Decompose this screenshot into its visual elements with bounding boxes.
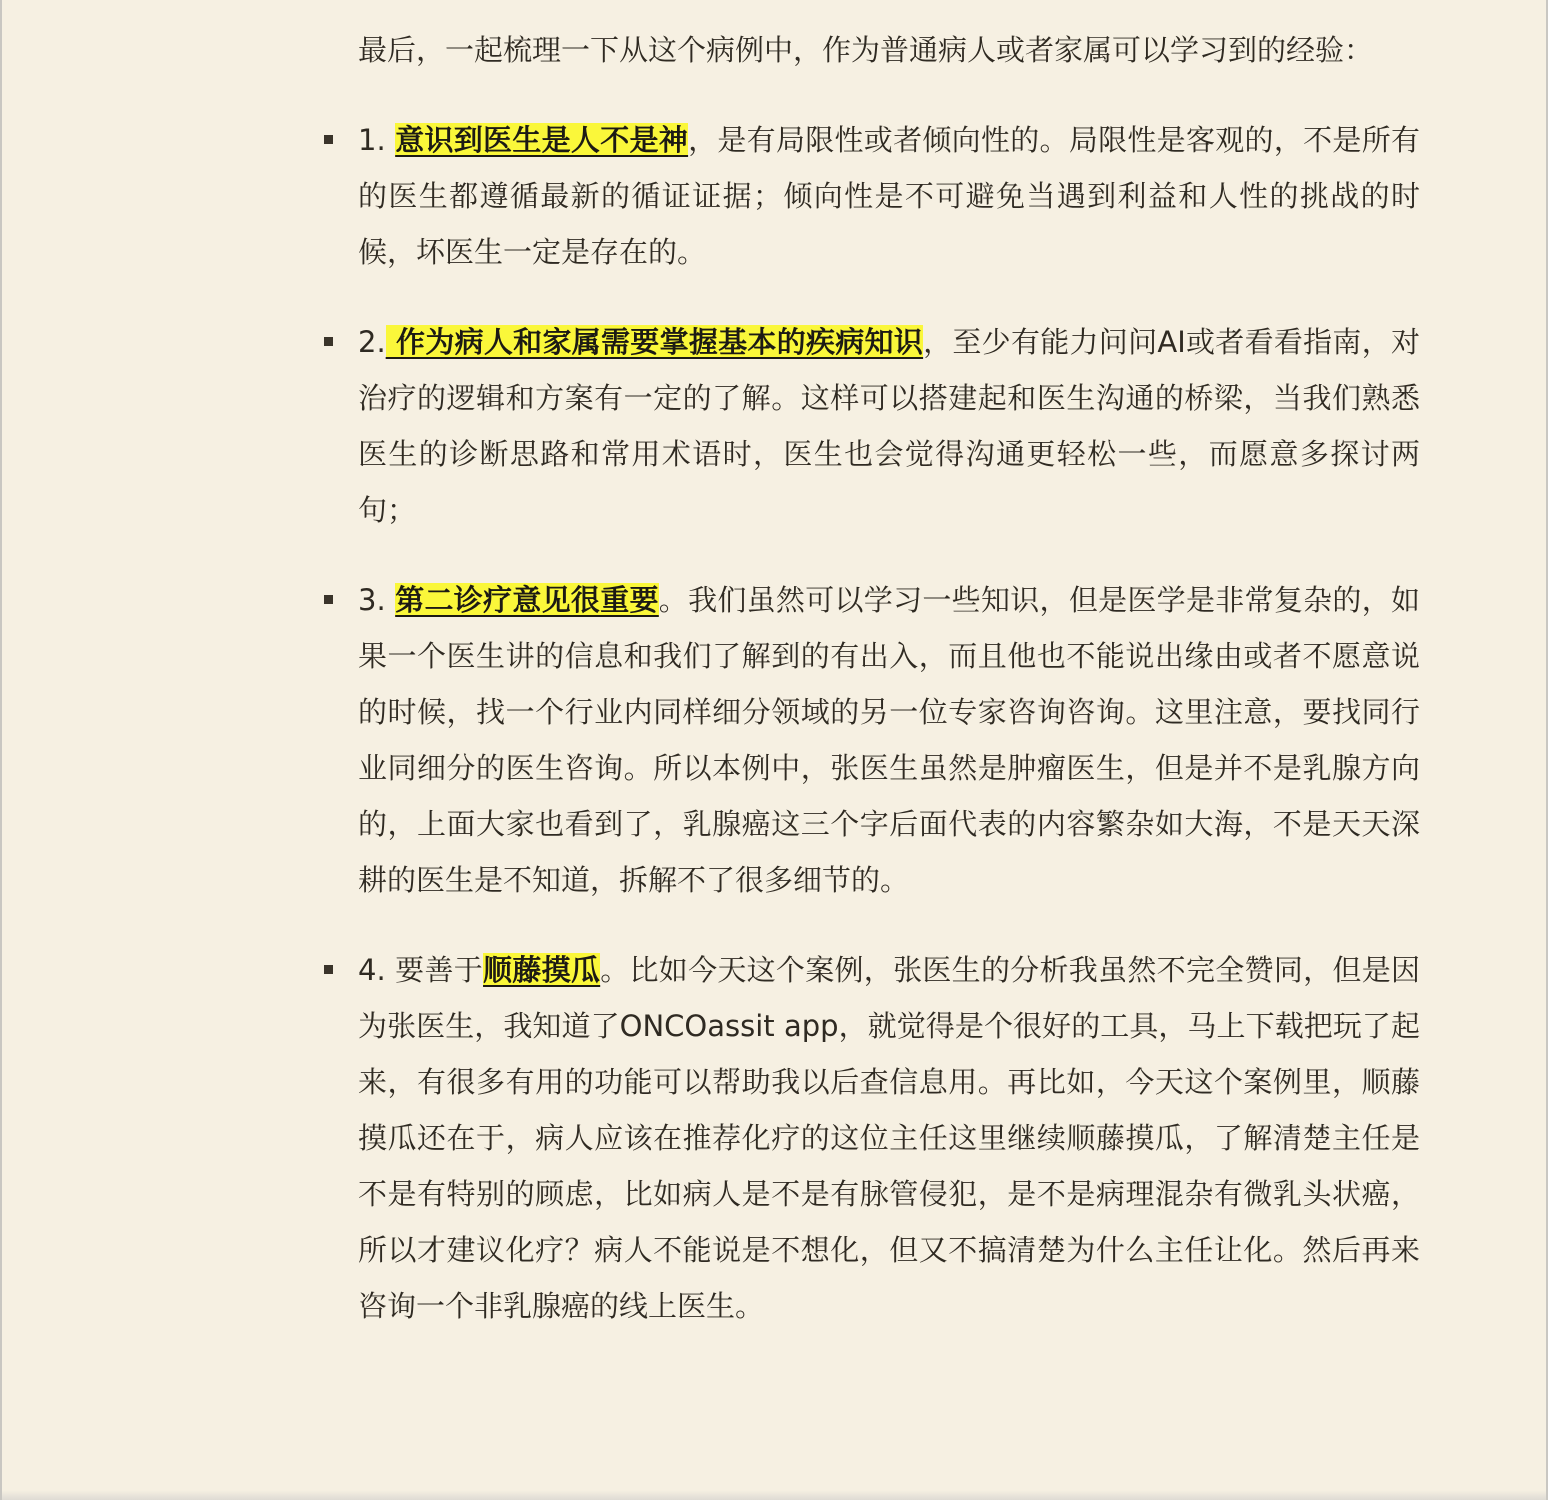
square-bullet-icon <box>324 135 333 144</box>
list-item <box>358 314 1420 538</box>
window-bottom-edge <box>2 1490 1546 1500</box>
item-text: 。比如今天这个案例，张医生的分析我虽然不完全赞同，但是因为张医生，我知道了ONCOassit app，就觉得是个很好的工具，马上下载把玩了起来，有很多有用的功能可以帮助我以后查信息用。再比如，今天这个案例里，顺藤摸瓜还在于，病人应该在推荐化疗的这位主任这里继续顺藤摸瓜，了解清楚主任是不是有特别的顾虑，比如病人是不是有脉管侵犯，是不是病理混杂有微乳头状癌，所以才建议化疗？病人不能说是不想化，但又不搞清楚为什么主任让化。然后再来咨询一个非乳腺癌的线上医生。 <box>358 953 1420 1323</box>
list-item <box>358 942 1420 1334</box>
item-number: 3. <box>358 583 396 617</box>
list-item <box>358 572 1420 908</box>
item-number: 1. <box>358 123 396 157</box>
item-text: ，至少有能力问问AI或者看看指南，对治疗的逻辑和方案有一定的了解。这样可以搭建起和医生沟通的桥梁，当我们熟悉医生的诊断思路和常用术语时，医生也会觉得沟通更轻松一些，而愿意多探讨两句； <box>358 325 1420 527</box>
square-bullet-icon <box>324 595 333 604</box>
square-bullet-icon <box>324 337 333 346</box>
highlighted-phrase: 第二诊疗意见很重要 <box>395 583 659 617</box>
item-text: 。我们虽然可以学习一些知识，但是医学是非常复杂的，如果一个医生讲的信息和我们了解到的有出入，而且他也不能说出缘由或者不愿意说的时候，找一个行业内同样细分领域的另一位专家咨询咨询。这里注意，要找同行业同细分的医生咨询。所以本例中，张医生虽然是肿瘤医生，但是并不是乳腺方向的，上面大家也看到了，乳腺癌这三个字后面代表的内容繁杂如大海，不是天天深耕的医生是不知道，拆解不了很多细节的。 <box>358 583 1420 897</box>
square-bullet-icon <box>324 965 333 974</box>
intro-paragraph: 最后，一起梳理一下从这个病例中，作为普通病人或者家属可以学习到的经验： <box>358 33 1374 67</box>
highlighted-phrase: 顺藤摸瓜 <box>483 953 601 987</box>
list-item <box>358 112 1420 280</box>
document-page <box>2 0 1546 1500</box>
item-text: ，是有局限性或者倾向性的。局限性是客观的，不是所有的医生都遵循最新的循证证据；倾向性是不可避免当遇到利益和人性的挑战的时候，坏医生一定是存在的。 <box>358 123 1420 269</box>
highlighted-phrase: 意识到医生是人不是神 <box>395 123 689 157</box>
article-body <box>358 22 1420 1368</box>
item-number: 2. <box>358 325 386 359</box>
lessons-list <box>358 112 1420 1334</box>
highlighted-phrase: 作为病人和家属需要掌握基本的疾病知识 <box>385 325 924 359</box>
item-number: 4. 要善于 <box>358 953 484 987</box>
